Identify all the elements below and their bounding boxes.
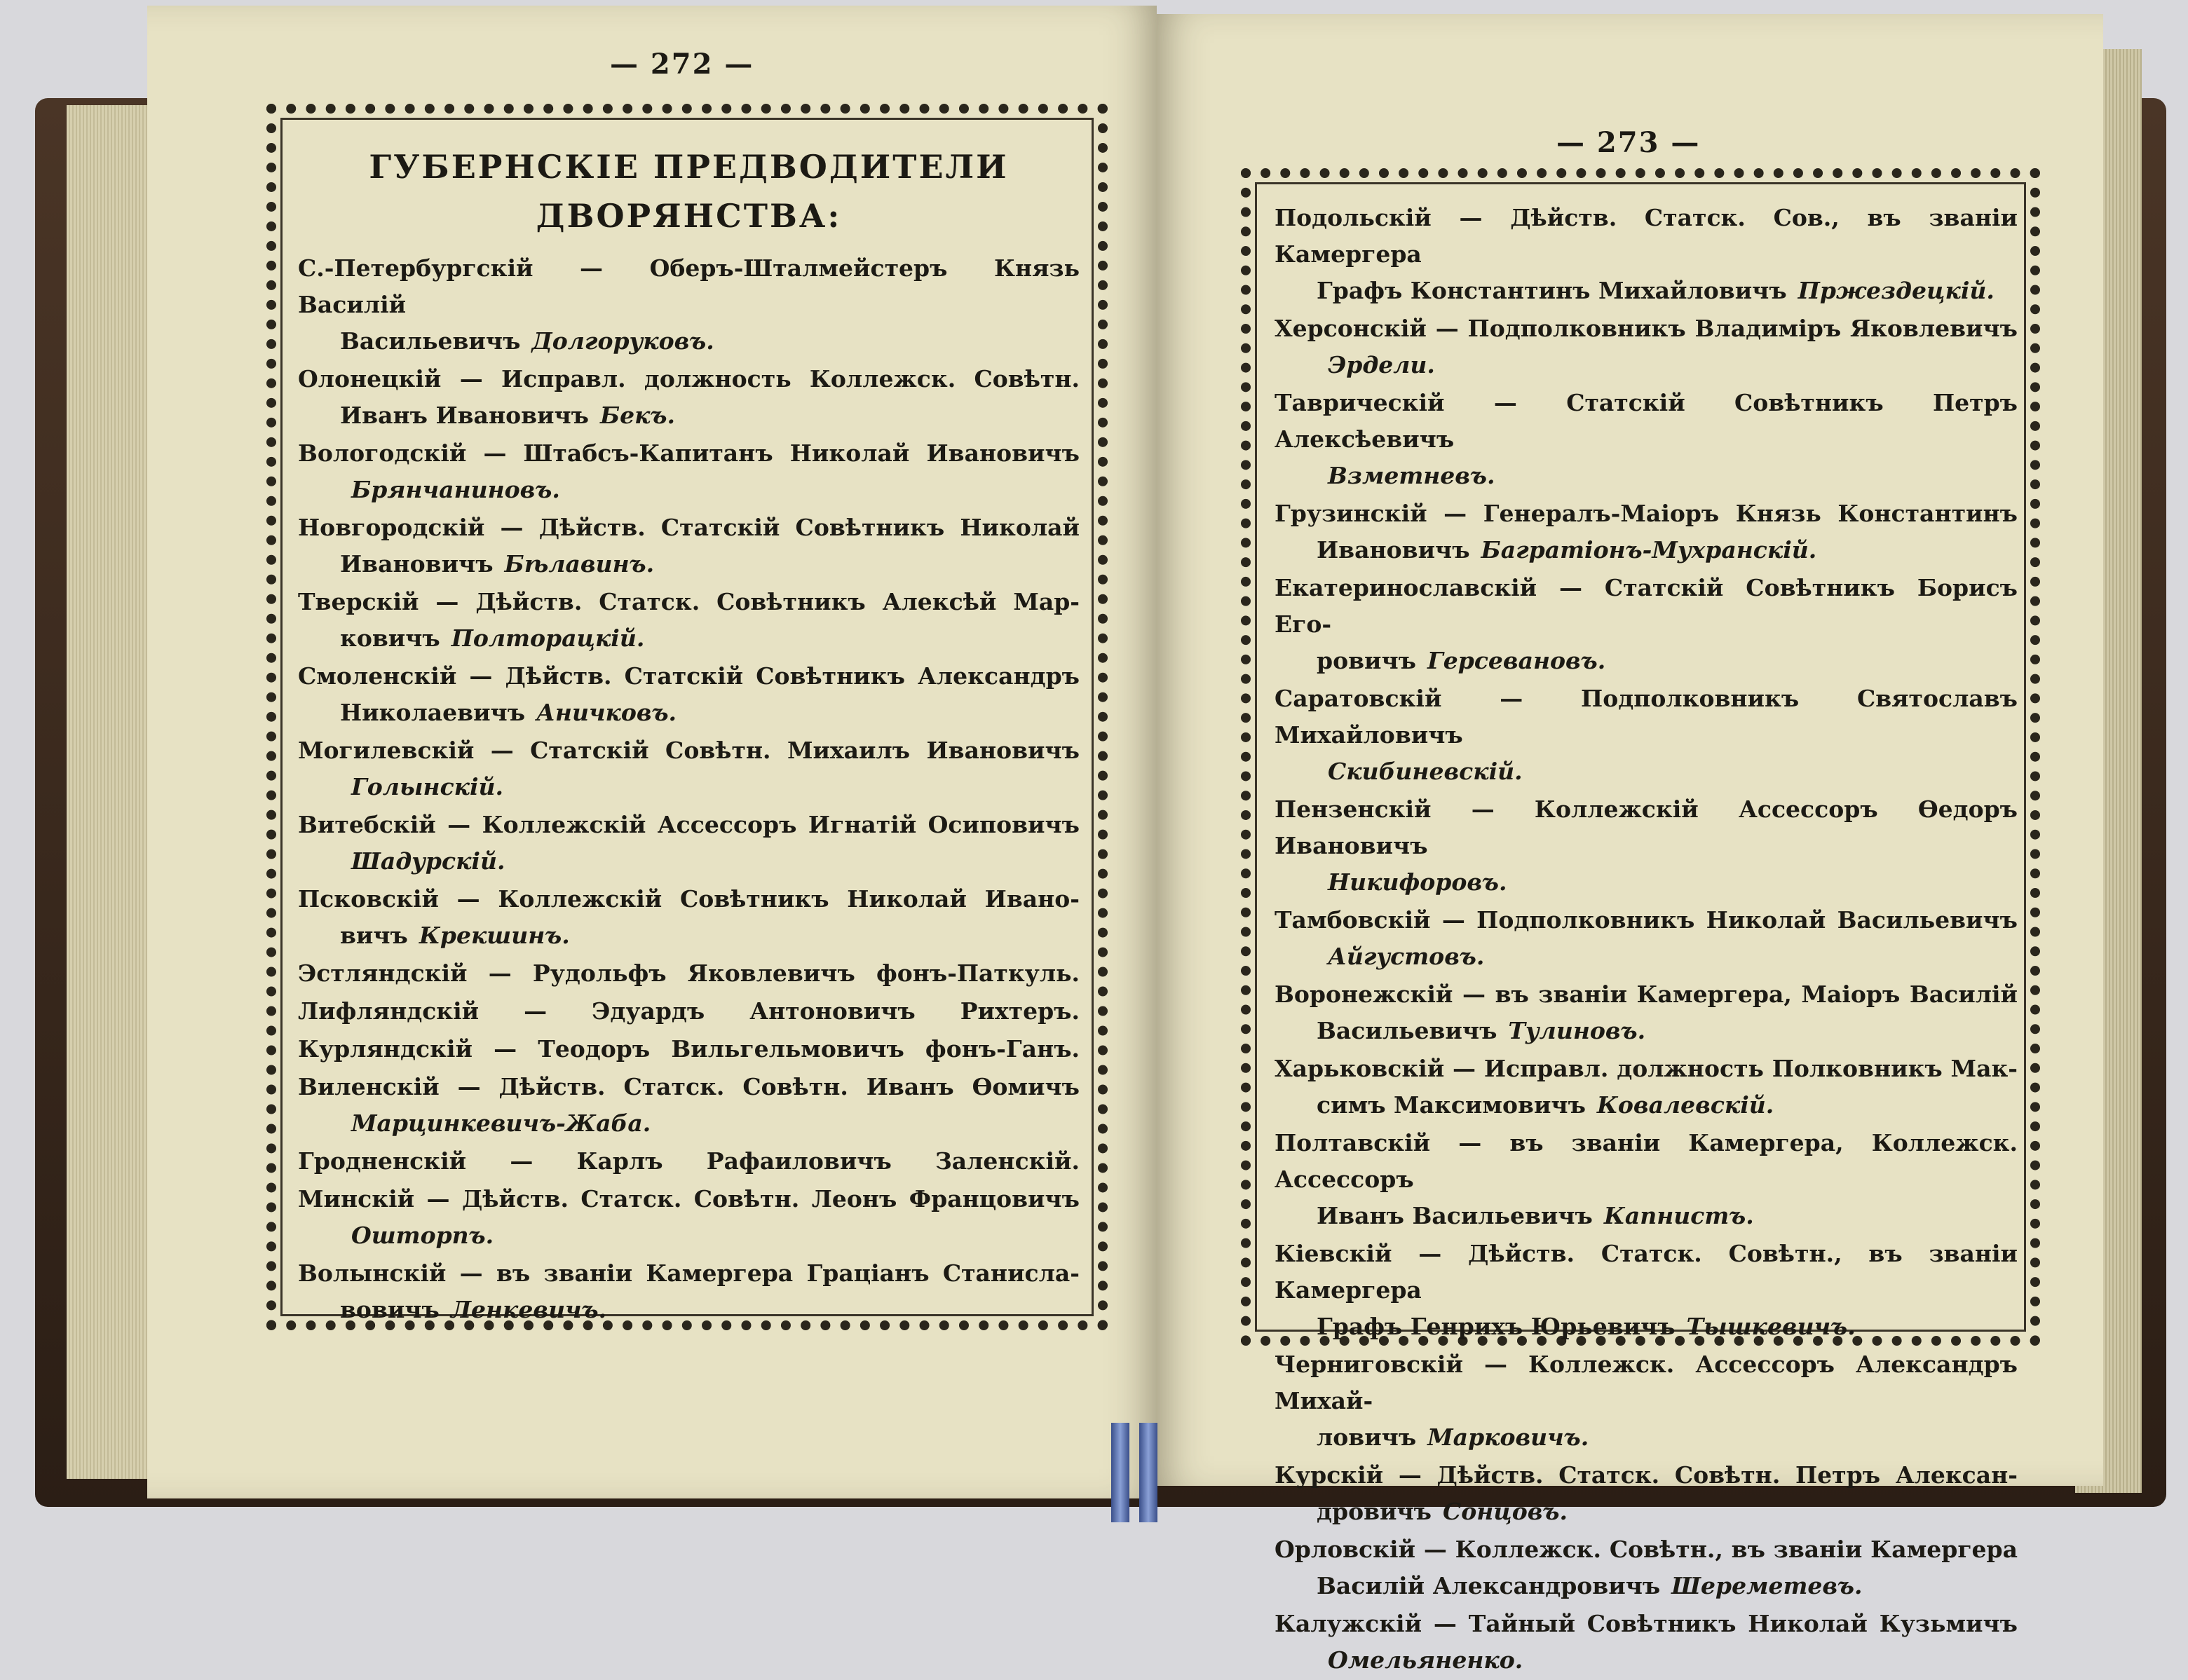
entry-surname: Бѣлавинъ. <box>504 550 655 578</box>
entry-item <box>1275 902 2018 975</box>
entry-item <box>1275 1051 2018 1124</box>
entry-item <box>1275 976 2018 1049</box>
entry-item <box>298 361 1080 434</box>
entry-line-2 <box>298 769 1080 805</box>
bookmark-ribbon <box>1139 1423 1157 1522</box>
entry-surname: Сонцовъ. <box>1442 1498 1568 1525</box>
entry-item <box>1275 496 2018 568</box>
entry-given-name: Васильевичъ <box>340 327 521 355</box>
entry-item <box>298 250 1080 360</box>
entry-item <box>1275 310 2018 383</box>
left-page-content <box>298 142 1080 1330</box>
entry-line-1: Смоленскій — Дѣйств. Статскій Совѣтникъ Александръ <box>298 662 1080 690</box>
entry-given-name: Графъ Константинъ Михайловичъ <box>1317 277 1787 304</box>
entry-line-1: Новгородскій — Дѣйств. Статскій Совѣтникъ Николай <box>298 514 1080 541</box>
entry-line-2 <box>298 1292 1080 1328</box>
entry-item <box>298 658 1080 731</box>
entry-given-name: Иванъ Васильевичъ <box>1317 1202 1593 1229</box>
entry-line-2 <box>298 843 1080 880</box>
entry-line-1: Гродненскій — Карлъ Рафаиловичъ Заленскій. <box>298 1147 1080 1175</box>
entry-surname: Ошторпъ. <box>351 1222 494 1249</box>
entry-line-1: Лифляндскій — Эдуардъ Антоновичъ Рихтеръ. <box>298 997 1080 1025</box>
entry-item <box>298 1181 1080 1254</box>
entry-line-1: Харьковскій — Исправл. должность Полковникъ Мак- <box>1275 1055 2018 1082</box>
entry-line-2 <box>1275 643 2018 679</box>
entry-line-2 <box>298 917 1080 954</box>
entry-surname: Ленкевичъ. <box>450 1296 607 1323</box>
entry-item <box>298 732 1080 805</box>
entry-surname: Марцинкевичъ-Жаба. <box>351 1109 651 1137</box>
entry-given-name: вовичъ <box>340 1296 440 1323</box>
entry-surname: Шадурскій. <box>351 847 505 875</box>
entry-line-1: Тверскій — Дѣйств. Статск. Совѣтникъ Алексѣй Мар- <box>298 588 1080 615</box>
entry-given-name: Ивановичъ <box>340 550 494 578</box>
entry-surname: Багратіонъ-Мухранскій. <box>1481 536 1817 564</box>
page-number-left: — 272 — <box>610 48 754 81</box>
entry-line-1: Пензенскій — Коллежскій Ассессоръ Ѳедоръ Ивановичъ <box>1275 795 2018 859</box>
entry-given-name: Николаевичъ <box>340 699 526 726</box>
entry-line-1: Волынскій — въ званіи Камергера Граціанъ Станисла- <box>298 1259 1080 1287</box>
section-heading <box>298 142 1080 240</box>
entry-line-2 <box>298 620 1080 657</box>
entry-given-name: ловичъ <box>1317 1423 1417 1451</box>
entry-line-2 <box>1275 1013 2018 1049</box>
entry-line-1: Таврическій — Статскій Совѣтникъ Петръ Алексѣевичъ <box>1275 389 2018 453</box>
entry-surname: Герсевановъ. <box>1427 647 1606 674</box>
entry-list-right <box>1275 200 2018 1679</box>
entry-surname: Ковалевскій. <box>1596 1091 1774 1119</box>
entry-line-2 <box>1275 458 2018 494</box>
entry-item <box>1275 200 2018 309</box>
entry-surname: Крекшинъ. <box>419 922 570 949</box>
entry-line-2 <box>298 397 1080 434</box>
entry-given-name: Ивановичъ <box>1317 536 1470 564</box>
entry-item <box>298 435 1080 508</box>
entry-surname: Айгустовъ. <box>1328 943 1485 970</box>
entry-given-name: вичъ <box>340 922 408 949</box>
entry-line-1: Виленскій — Дѣйств. Статск. Совѣтн. Иванъ Ѳомичъ <box>298 1073 1080 1100</box>
entry-line-1: Саратовскій — Подполковникъ Святославъ Михайловичъ <box>1275 685 2018 749</box>
entry-item <box>1275 1457 2018 1530</box>
entry-line-1: Тамбовскій — Подполковникъ Николай Васильевичъ <box>1275 906 2018 934</box>
entry-line-1: Курскій — Дѣйств. Статск. Совѣтн. Петръ Алексан- <box>1275 1461 2018 1489</box>
entry-item <box>298 1069 1080 1142</box>
entry-item <box>298 584 1080 657</box>
entry-item <box>1275 681 2018 790</box>
entry-line-2 <box>298 472 1080 508</box>
entry-surname: Взметневъ. <box>1328 462 1495 489</box>
entry-surname: Скибиневскій. <box>1328 758 1523 785</box>
entry-given-name: Васильевичъ <box>1317 1017 1497 1044</box>
entry-item <box>1275 1606 2018 1679</box>
entry-line-1: Полтавскій — въ званіи Камергера, Коллежск. Ассессоръ <box>1275 1129 2018 1193</box>
entry-line-1: Минскій — Дѣйств. Статск. Совѣтн. Леонъ Францовичъ <box>298 1185 1080 1213</box>
entry-item <box>1275 1531 2018 1604</box>
entry-line-1: Олонецкій — Исправл. должность Коллежск. Совѣтн. <box>298 365 1080 392</box>
entry-line-1: Псковскій — Коллежскій Совѣтникъ Николай Ивано- <box>298 885 1080 913</box>
entry-surname: Полторацкій. <box>451 624 645 652</box>
entry-surname: Омельяненко. <box>1328 1646 1523 1674</box>
entry-line-2 <box>1275 532 2018 568</box>
entry-given-name: ровичъ <box>1317 647 1416 674</box>
entry-line-1: Херсонскій — Подполковникъ Владиміръ Яковлевичъ <box>1275 315 2018 342</box>
entry-line-2 <box>298 546 1080 582</box>
entry-line-2 <box>1275 1642 2018 1679</box>
entry-item <box>1275 1125 2018 1234</box>
entry-line-1: Вологодскій — Штабсъ-Капитанъ Николай Ивановичъ <box>298 439 1080 467</box>
entry-given-name: Василій Александровичъ <box>1317 1572 1661 1599</box>
entry-surname: Шереметевъ. <box>1671 1572 1863 1599</box>
entry-line-2 <box>1275 1494 2018 1530</box>
heading-line-1: ГУБЕРНСКІЕ ПРЕДВОДИТЕЛИ <box>369 148 1009 186</box>
entry-line-2 <box>1275 1309 2018 1345</box>
entry-line-1: Подольскій — Дѣйств. Статск. Сов., въ званіи Камергера <box>1275 204 2018 268</box>
left-page <box>147 6 1157 1498</box>
entry-line-2 <box>1275 938 2018 975</box>
entry-line-2 <box>1275 273 2018 309</box>
entry-surname: Эрдели. <box>1328 351 1435 378</box>
entry-surname: Тышкевичъ. <box>1686 1313 1856 1340</box>
right-page-content <box>1275 200 2018 1680</box>
entry-line-2 <box>298 1105 1080 1142</box>
entry-item <box>1275 791 2018 901</box>
entry-line-2 <box>298 323 1080 360</box>
entry-line-2 <box>1275 1198 2018 1234</box>
entry-item <box>298 510 1080 582</box>
entry-line-1: Грузинскій — Генералъ-Маіоръ Князь Константинъ <box>1275 500 2018 527</box>
entry-item <box>298 807 1080 880</box>
entry-line-1: Могилевскій — Статскій Совѣтн. Михаилъ Ивановичъ <box>298 737 1080 764</box>
entry-item <box>298 1143 1080 1180</box>
entry-surname: Никифоровъ. <box>1328 868 1507 896</box>
entry-line-2 <box>1275 864 2018 901</box>
entry-given-name: дровичъ <box>1317 1498 1432 1525</box>
entry-line-1: Орловскій — Коллежск. Совѣтн., въ званіи Камергера <box>1275 1536 2018 1563</box>
entry-line-1: Воронежскій — въ званіи Камергера, Маіоръ Василій <box>1275 981 2018 1008</box>
entry-line-1: С.-Петербургскій — Оберъ-Шталмейстеръ Князь Василій <box>298 254 1080 318</box>
right-page <box>1157 14 2103 1674</box>
entry-item <box>298 881 1080 954</box>
entry-line-1: Калужскій — Тайный Совѣтникъ Николай Кузьмичъ <box>1275 1610 2018 1637</box>
entry-surname: Тулиновъ. <box>1508 1017 1646 1044</box>
entry-given-name: Графъ Генрихъ Юрьевичъ <box>1317 1313 1676 1340</box>
entry-line-2 <box>1275 753 2018 790</box>
heading-line-2: ДВОРЯНСТВА: <box>536 197 842 235</box>
entry-surname: Брянчаниновъ. <box>351 476 560 503</box>
entry-item <box>1275 1236 2018 1345</box>
entry-surname: Марковичъ. <box>1427 1423 1589 1451</box>
entry-line-1: Курляндскій — Теодоръ Вильгельмовичъ фонъ-Ганъ. <box>298 1035 1080 1063</box>
entry-line-2 <box>1275 1087 2018 1124</box>
entry-line-2 <box>1275 347 2018 383</box>
entry-line-1: Витебскій — Коллежскій Ассессоръ Игнатій Осиповичъ <box>298 811 1080 838</box>
entry-given-name: Иванъ Ивановичъ <box>340 402 589 429</box>
entry-line-1: Екатеринославскій — Статскій Совѣтникъ Борисъ Его- <box>1275 574 2018 638</box>
entry-surname: Долгоруковъ. <box>531 327 714 355</box>
entry-surname: Бекъ. <box>599 402 675 429</box>
bookmark-ribbon <box>1111 1423 1129 1522</box>
entry-surname: Капнистъ. <box>1603 1202 1754 1229</box>
entry-line-2 <box>1275 1419 2018 1456</box>
entry-item <box>298 1255 1080 1328</box>
entry-line-1: Кіевскій — Дѣйств. Статск. Совѣтн., въ званіи Камергера <box>1275 1240 2018 1304</box>
page-number-right: — 273 — <box>1556 126 1701 159</box>
entry-line-1: Эстляндскій — Рудольфъ Яковлевичъ фонъ-Паткуль. <box>298 959 1080 987</box>
entry-line-2 <box>1275 1568 2018 1604</box>
entry-surname: Пржездецкій. <box>1798 277 1995 304</box>
entry-list-left <box>298 250 1080 1328</box>
entry-item <box>1275 570 2018 679</box>
entry-item <box>298 993 1080 1030</box>
entry-line-2 <box>298 695 1080 731</box>
entry-given-name: симъ Максимовичъ <box>1317 1091 1586 1119</box>
entry-surname: Аничковъ. <box>536 699 677 726</box>
entry-given-name: ковичъ <box>340 624 440 652</box>
entry-item <box>298 955 1080 992</box>
entry-surname: Голынскій. <box>351 773 504 800</box>
entry-item <box>1275 1346 2018 1456</box>
entry-line-2 <box>298 1217 1080 1254</box>
entry-line-1: Черниговскій — Коллежск. Ассессоръ Александръ Михай- <box>1275 1351 2018 1414</box>
entry-item <box>1275 385 2018 494</box>
entry-item <box>298 1031 1080 1067</box>
